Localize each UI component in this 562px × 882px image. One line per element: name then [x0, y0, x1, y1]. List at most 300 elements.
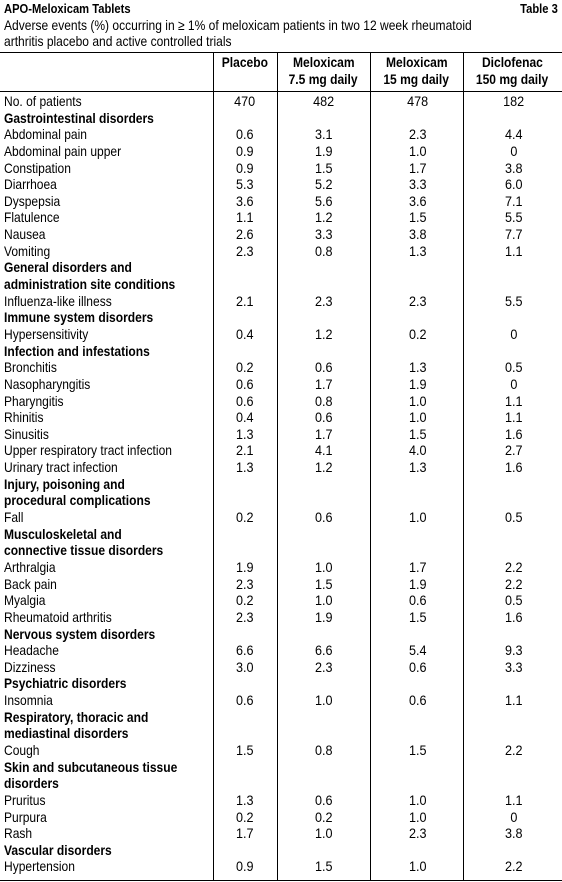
- value-cell: [466, 343, 562, 360]
- section-heading: Musculoskeletal and: [4, 525, 122, 542]
- value-cell: [217, 675, 273, 692]
- row-label: Hypersensitivity: [4, 325, 89, 342]
- cell-value: 2.3: [409, 126, 427, 143]
- table-row: [0, 293, 562, 310]
- value-cell: [280, 442, 368, 459]
- table-label: Table 3: [520, 1, 558, 16]
- value-cell: [280, 759, 368, 776]
- value-cell: [466, 609, 562, 626]
- value-cell: [217, 542, 273, 559]
- row-label: Pharyngitis: [4, 392, 64, 409]
- document-header: [4, 1, 558, 17]
- value-cell: [217, 226, 273, 243]
- value-cell: [373, 542, 463, 559]
- section-heading: connective tissue disorders: [4, 542, 164, 559]
- value-cell: [217, 409, 273, 426]
- cell-value: 0.6: [315, 359, 333, 376]
- cell-value: 1.7: [236, 825, 254, 842]
- section-heading-row: [0, 542, 562, 559]
- value-cell: [217, 326, 273, 343]
- section-heading: administration site conditions: [4, 276, 176, 293]
- cell-value: 0: [510, 808, 518, 825]
- value-cell: [373, 858, 463, 875]
- value-cell: [217, 759, 273, 776]
- value-cell: [217, 825, 273, 842]
- section-heading: procedural complications: [4, 492, 151, 509]
- table-bottom-rule: [0, 880, 562, 881]
- table-row: [0, 193, 562, 210]
- value-cell: [373, 492, 463, 509]
- value-cell: [373, 409, 463, 426]
- value-cell: [280, 642, 368, 659]
- cell-value: 1.6: [505, 459, 523, 476]
- value-cell: [217, 259, 273, 276]
- column-header-placebo: [213, 54, 277, 90]
- value-cell: [280, 226, 368, 243]
- value-cell: [217, 642, 273, 659]
- value-cell: [280, 293, 368, 310]
- value-cell: [373, 759, 463, 776]
- value-cell: [280, 542, 368, 559]
- column-header-line: Meloxicam: [385, 54, 448, 70]
- cell-value: 1.1: [505, 692, 523, 709]
- section-heading-row: [0, 476, 562, 493]
- value-cell: [373, 126, 463, 143]
- value-cell: [217, 343, 273, 360]
- value-cell: [217, 276, 273, 293]
- column-header-line: 15 mg daily: [383, 71, 450, 87]
- value-cell: [466, 709, 562, 726]
- value-cell: [280, 259, 368, 276]
- cell-value: 1.1: [505, 242, 523, 259]
- value-cell: [466, 792, 562, 809]
- value-cell: [217, 393, 273, 410]
- value-cell: [373, 659, 463, 676]
- value-cell: [373, 93, 463, 110]
- caption-line-1: Adverse events (%) occurring in ≥ 1% of meloxicam patients in two 12 week rheumatoid: [4, 17, 472, 33]
- value-cell: [280, 359, 368, 376]
- cell-value: 2.2: [505, 558, 523, 575]
- cell-value: 1.3: [236, 791, 254, 808]
- value-cell: [373, 626, 463, 643]
- value-cell: [466, 326, 562, 343]
- section-heading: Injury, poisoning and: [4, 475, 125, 492]
- table-row: [0, 359, 562, 376]
- value-cell: [373, 442, 463, 459]
- cell-value: 2.3: [315, 658, 333, 675]
- value-cell: [217, 809, 273, 826]
- value-cell: [280, 93, 368, 110]
- value-cell: [373, 592, 463, 609]
- row-label: Abdominal pain: [4, 126, 88, 143]
- cell-value: 1.5: [409, 425, 427, 442]
- value-cell: [280, 692, 368, 709]
- value-cell: [217, 609, 273, 626]
- value-cell: [373, 842, 463, 859]
- value-cell: [466, 592, 562, 609]
- value-cell: [280, 209, 368, 226]
- cell-value: 3.3: [505, 658, 523, 675]
- value-cell: [466, 293, 562, 310]
- value-cell: [280, 592, 368, 609]
- value-cell: [466, 742, 562, 759]
- value-cell: [373, 825, 463, 842]
- cell-value: 1.9: [315, 142, 333, 159]
- cell-value: 1.2: [315, 325, 333, 342]
- cell-value: 5.3: [236, 176, 254, 193]
- value-cell: [466, 858, 562, 875]
- value-cell: [280, 459, 368, 476]
- value-cell: [466, 276, 562, 293]
- row-label: Fall: [4, 509, 24, 526]
- table-row: [0, 126, 562, 143]
- value-cell: [373, 209, 463, 226]
- value-cell: [373, 459, 463, 476]
- value-cell: [280, 126, 368, 143]
- cell-value: 2.3: [236, 575, 254, 592]
- value-cell: [217, 492, 273, 509]
- table-row: [0, 326, 562, 343]
- column-header-line: Meloxicam: [292, 54, 355, 70]
- value-cell: [466, 243, 562, 260]
- value-cell: [217, 775, 273, 792]
- value-cell: [217, 725, 273, 742]
- value-cell: [280, 509, 368, 526]
- row-label: Nasopharyngitis: [4, 375, 91, 392]
- value-cell: [280, 492, 368, 509]
- value-cell: [217, 692, 273, 709]
- section-heading: Skin and subcutaneous tissue: [4, 758, 178, 775]
- value-cell: [217, 858, 273, 875]
- table-row: [0, 243, 562, 260]
- cell-value: 0.8: [315, 392, 333, 409]
- value-cell: [466, 393, 562, 410]
- value-cell: [466, 93, 562, 110]
- value-cell: [466, 209, 562, 226]
- cell-value: 3.3: [315, 226, 333, 243]
- cell-value: 1.1: [236, 209, 254, 226]
- cell-value: 0.2: [409, 325, 427, 342]
- cell-value: 0.8: [315, 242, 333, 259]
- value-cell: [280, 243, 368, 260]
- value-cell: [466, 110, 562, 127]
- row-label: Hypertension: [4, 858, 75, 875]
- cell-value: 3.6: [409, 192, 427, 209]
- value-cell: [217, 193, 273, 210]
- value-cell: [280, 659, 368, 676]
- cell-value: 1.2: [315, 209, 333, 226]
- section-heading: Psychiatric disorders: [4, 675, 127, 692]
- cell-value: 4.4: [505, 126, 523, 143]
- cell-value: 4.1: [315, 442, 333, 459]
- row-label: Influenza-like illness: [4, 292, 112, 309]
- cell-value: 1.5: [315, 159, 333, 176]
- cell-value: 1.3: [236, 425, 254, 442]
- column-header-meloxicam-15: [370, 54, 463, 90]
- value-cell: [217, 243, 273, 260]
- cell-value: 5.5: [505, 209, 523, 226]
- value-cell: [280, 559, 368, 576]
- value-cell: [280, 675, 368, 692]
- row-label: Rhinitis: [4, 409, 44, 426]
- value-cell: [373, 775, 463, 792]
- value-cell: [217, 426, 273, 443]
- cell-value: 0.5: [505, 359, 523, 376]
- table-row: [0, 509, 562, 526]
- value-cell: [373, 293, 463, 310]
- value-cell: [466, 226, 562, 243]
- section-heading-row: [0, 842, 562, 859]
- cell-value: 0.2: [236, 592, 254, 609]
- cell-value: 1.5: [315, 575, 333, 592]
- section-heading: mediastinal disorders: [4, 725, 129, 742]
- value-cell: [466, 725, 562, 742]
- table-row: [0, 559, 562, 576]
- row-label: Bronchitis: [4, 359, 57, 376]
- value-cell: [217, 359, 273, 376]
- header-bottom-rule: [0, 91, 562, 92]
- cell-value: 1.6: [505, 425, 523, 442]
- section-heading-row: [0, 526, 562, 543]
- value-cell: [217, 659, 273, 676]
- cell-value: 0.6: [409, 592, 427, 609]
- section-heading-row: [0, 775, 562, 792]
- section-heading: disorders: [4, 775, 59, 792]
- cell-value: 9.3: [505, 642, 523, 659]
- column-header-line: 7.5 mg daily: [289, 71, 358, 87]
- value-cell: [373, 725, 463, 742]
- value-cell: [217, 160, 273, 177]
- cell-value: 1.9: [409, 575, 427, 592]
- value-cell: [373, 309, 463, 326]
- value-cell: [217, 576, 273, 593]
- section-heading: Nervous system disorders: [4, 625, 156, 642]
- table-row: [0, 592, 562, 609]
- value-cell: [280, 193, 368, 210]
- value-cell: [217, 143, 273, 160]
- row-label: Headache: [4, 642, 59, 659]
- cell-value: 0: [510, 375, 518, 392]
- cell-value: 1.0: [409, 392, 427, 409]
- cell-value: 1.5: [236, 741, 254, 758]
- value-cell: [466, 376, 562, 393]
- adverse-events-table: [0, 93, 562, 875]
- table-row: [0, 376, 562, 393]
- row-label: Dyspepsia: [4, 192, 61, 209]
- cell-value: 5.5: [505, 292, 523, 309]
- value-cell: [217, 293, 273, 310]
- cell-value: 1.7: [315, 375, 333, 392]
- table-row: [0, 692, 562, 709]
- cell-value: 2.1: [236, 442, 254, 459]
- value-cell: [466, 642, 562, 659]
- value-cell: [373, 426, 463, 443]
- row-label: Abdominal pain upper: [4, 142, 122, 159]
- cell-value: 3.6: [236, 192, 254, 209]
- value-cell: [373, 393, 463, 410]
- cell-value: 2.3: [236, 242, 254, 259]
- cell-value: 1.0: [315, 558, 333, 575]
- section-heading-row: [0, 276, 562, 293]
- table-row: [0, 809, 562, 826]
- cell-value: 3.8: [505, 159, 523, 176]
- cell-value: 0.6: [236, 126, 254, 143]
- row-label: Arthralgia: [4, 558, 56, 575]
- value-cell: [466, 160, 562, 177]
- row-label: Cough: [4, 741, 40, 758]
- cell-value: 0.2: [236, 509, 254, 526]
- cell-value: 0.6: [236, 392, 254, 409]
- section-heading: Vascular disorders: [4, 841, 112, 858]
- value-cell: [466, 259, 562, 276]
- cell-value: 6.6: [315, 642, 333, 659]
- row-label: Rheumatoid arthritis: [4, 608, 112, 625]
- value-cell: [280, 775, 368, 792]
- cell-value: 0.6: [315, 791, 333, 808]
- cell-value: 0.6: [409, 692, 427, 709]
- value-cell: [280, 276, 368, 293]
- value-cell: [373, 110, 463, 127]
- table-row: [0, 409, 562, 426]
- value-cell: [217, 526, 273, 543]
- cell-value: 0.2: [236, 808, 254, 825]
- value-cell: [373, 476, 463, 493]
- value-cell: [373, 526, 463, 543]
- cell-value: 2.3: [236, 608, 254, 625]
- value-cell: [466, 692, 562, 709]
- value-cell: [280, 609, 368, 626]
- value-cell: [466, 143, 562, 160]
- cell-value: 1.5: [409, 209, 427, 226]
- table-row: [0, 459, 562, 476]
- value-cell: [466, 426, 562, 443]
- cell-value: 7.7: [505, 226, 523, 243]
- cell-value: 182: [503, 93, 525, 109]
- section-heading: Gastrointestinal disorders: [4, 109, 154, 126]
- value-cell: [217, 309, 273, 326]
- section-heading-row: [0, 759, 562, 776]
- column-header-diclofenac: [463, 54, 562, 90]
- row-label: Constipation: [4, 159, 71, 176]
- value-cell: [466, 476, 562, 493]
- value-cell: [466, 193, 562, 210]
- value-cell: [217, 110, 273, 127]
- row-label: Purpura: [4, 808, 47, 825]
- value-cell: [373, 642, 463, 659]
- value-cell: [280, 393, 368, 410]
- value-cell: [373, 692, 463, 709]
- row-label: Back pain: [4, 575, 57, 592]
- value-cell: [373, 226, 463, 243]
- value-cell: [373, 792, 463, 809]
- value-cell: [217, 709, 273, 726]
- value-cell: [466, 675, 562, 692]
- value-cell: [373, 809, 463, 826]
- value-cell: [280, 709, 368, 726]
- cell-value: 1.9: [315, 608, 333, 625]
- row-label: Flatulence: [4, 209, 60, 226]
- cell-value: 1.1: [505, 392, 523, 409]
- value-cell: [217, 476, 273, 493]
- value-cell: [280, 343, 368, 360]
- value-cell: [373, 326, 463, 343]
- section-heading: Infection and infestations: [4, 342, 150, 359]
- value-cell: [280, 426, 368, 443]
- value-cell: [373, 559, 463, 576]
- caption-line-2: arthritis placebo and active controlled trials: [4, 33, 232, 49]
- row-label: Vomiting: [4, 242, 51, 259]
- value-cell: [373, 193, 463, 210]
- cell-value: 7.1: [505, 192, 523, 209]
- cell-value: 1.6: [505, 608, 523, 625]
- cell-value: 0.2: [236, 359, 254, 376]
- cell-value: 1.1: [505, 409, 523, 426]
- row-label: Upper respiratory tract infection: [4, 442, 172, 459]
- value-cell: [466, 459, 562, 476]
- cell-value: 1.0: [315, 592, 333, 609]
- cell-value: 0.2: [315, 808, 333, 825]
- table-row: [0, 609, 562, 626]
- value-cell: [280, 526, 368, 543]
- value-cell: [466, 809, 562, 826]
- section-heading-row: [0, 675, 562, 692]
- cell-value: 1.0: [315, 825, 333, 842]
- cell-value: 0.5: [505, 592, 523, 609]
- cell-value: 2.6: [236, 226, 254, 243]
- value-cell: [373, 675, 463, 692]
- row-label: Sinusitis: [4, 425, 49, 442]
- table-row: [0, 160, 562, 177]
- value-cell: [217, 626, 273, 643]
- section-heading: General disorders and: [4, 259, 132, 276]
- cell-value: 1.0: [315, 692, 333, 709]
- cell-value: 1.0: [409, 509, 427, 526]
- cell-value: 0.6: [315, 509, 333, 526]
- cell-value: 0.6: [236, 692, 254, 709]
- row-label: Nausea: [4, 226, 46, 243]
- value-cell: [280, 626, 368, 643]
- cell-value: 0.6: [236, 375, 254, 392]
- value-cell: [217, 742, 273, 759]
- table-row: [0, 176, 562, 193]
- cell-value: 1.2: [315, 459, 333, 476]
- value-cell: [466, 359, 562, 376]
- cell-value: 5.6: [315, 192, 333, 209]
- section-heading-row: [0, 343, 562, 360]
- section-heading-row: [0, 259, 562, 276]
- cell-value: 1.7: [409, 159, 427, 176]
- value-cell: [217, 176, 273, 193]
- cell-value: 1.3: [409, 459, 427, 476]
- cell-value: 0.9: [236, 159, 254, 176]
- value-cell: [217, 559, 273, 576]
- table-row: [0, 825, 562, 842]
- table-caption: [4, 17, 554, 49]
- value-cell: [217, 209, 273, 226]
- cell-value: 5.2: [315, 176, 333, 193]
- row-label: Urinary tract infection: [4, 459, 118, 476]
- section-heading-row: [0, 492, 562, 509]
- row-label: No. of patients: [4, 93, 82, 109]
- row-label: Rash: [4, 825, 33, 842]
- cell-value: 0.6: [409, 658, 427, 675]
- section-heading-row: [0, 110, 562, 127]
- cell-value: 6.0: [505, 176, 523, 193]
- value-cell: [280, 825, 368, 842]
- cell-value: 482: [313, 93, 335, 109]
- cell-value: 3.1: [315, 126, 333, 143]
- cell-value: 2.7: [505, 442, 523, 459]
